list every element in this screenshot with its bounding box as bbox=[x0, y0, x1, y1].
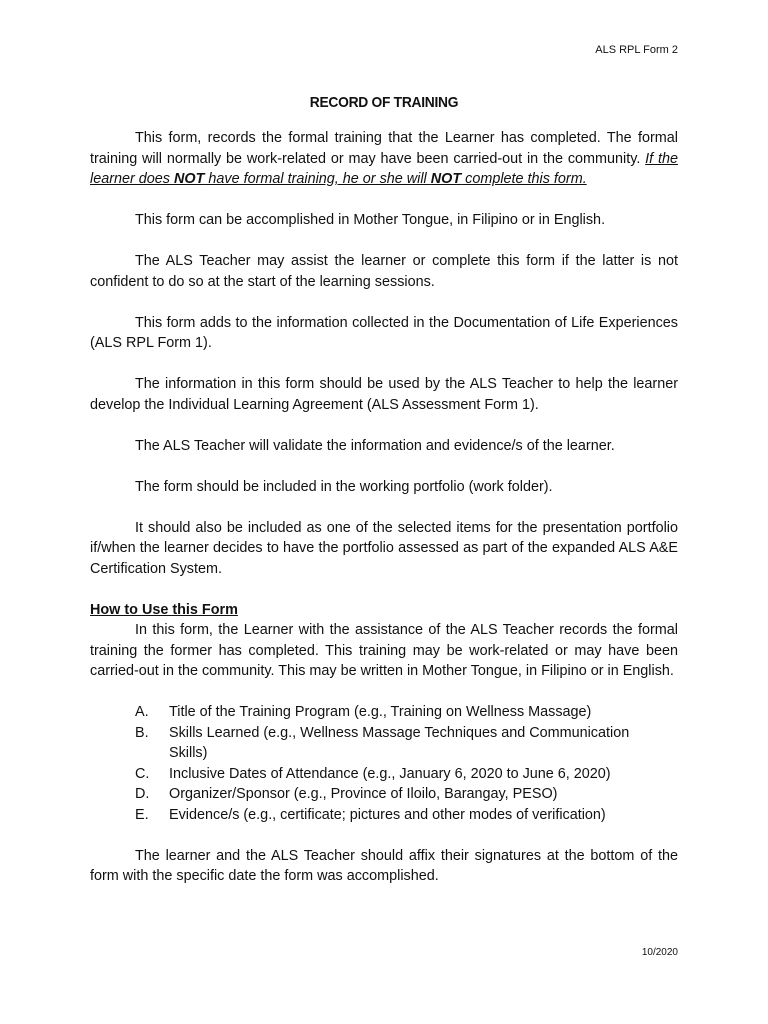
closing-paragraph: The learner and the ALS Teacher should affix their signatures at the bottom of the form with the specific date the form was accomplished. bbox=[90, 847, 678, 884]
form-code: ALS RPL Form 2 bbox=[595, 44, 678, 56]
list-item: D. Organizer/Sponsor (e.g., Province of Iloilo, Barangay, PESO) bbox=[135, 786, 558, 802]
paragraph-validate: The ALS Teacher will validate the information and evidence/s of the learner. bbox=[135, 437, 615, 454]
how-to-heading: How to Use this Form bbox=[90, 601, 238, 618]
intro-paragraph bbox=[90, 128, 678, 190]
paragraph-language: This form can be accomplished in Mother Tongue, in Filipino or in English. bbox=[135, 212, 606, 228]
intro-text: This form, records the formal training that the Learner has completed. The formal training will normally be work-related or may have been carried-out in the community. bbox=[90, 130, 678, 167]
page-title: RECORD OF TRAINING bbox=[309, 94, 459, 111]
paragraph-adds-info: This form adds to the information collected in the Documentation of Life Experiences (ALS RPL Form 1). bbox=[90, 314, 678, 351]
paragraph-teacher-assist: The ALS Teacher may assist the learner or complete this form if the latter is not confident to do so at the start of the learning sessions. bbox=[90, 253, 678, 290]
list-item: C. Inclusive Dates of Attendance (e.g., January 6, 2020 to June 6, 2020) bbox=[135, 765, 611, 782]
list-item: A. Title of the Training Program (e.g., Training on Wellness Massage) bbox=[135, 704, 592, 720]
list-item: E. Evidence/s (e.g., certificate; pictures and other modes of verification) bbox=[135, 806, 606, 823]
paragraph-presentation: It should also be included as one of the selected items for the presentation portfolio if/when the learner decides to have the portfolio assessed as part of the expanded ALS A&E Certification System. bbox=[90, 519, 678, 577]
document-body bbox=[90, 128, 678, 887]
footer-date: 10/2020 bbox=[641, 947, 678, 958]
how-to-paragraph: In this form, the Learner with the assistance of the ALS Teacher records the formal training the former has completed. This training may be work-related or may have been carried-out in the community. This may be written in Mother Tongue, in Filipino or in English. bbox=[90, 622, 678, 679]
intro-emphasis: If the learner does NOT have formal training, he or she will NOT complete this form. bbox=[90, 150, 678, 187]
paragraph-usage: The information in this form should be used by the ALS Teacher to help the learner develop the Individual Learning Agreement (ALS Assessment Form 1). bbox=[90, 376, 678, 413]
instructions-list bbox=[90, 702, 678, 825]
paragraph-portfolio: The form should be included in the working portfolio (work folder). bbox=[135, 478, 553, 495]
list-item: B. Skills Learned (e.g., Wellness Massage Techniques and Communication Skills) bbox=[135, 724, 630, 761]
